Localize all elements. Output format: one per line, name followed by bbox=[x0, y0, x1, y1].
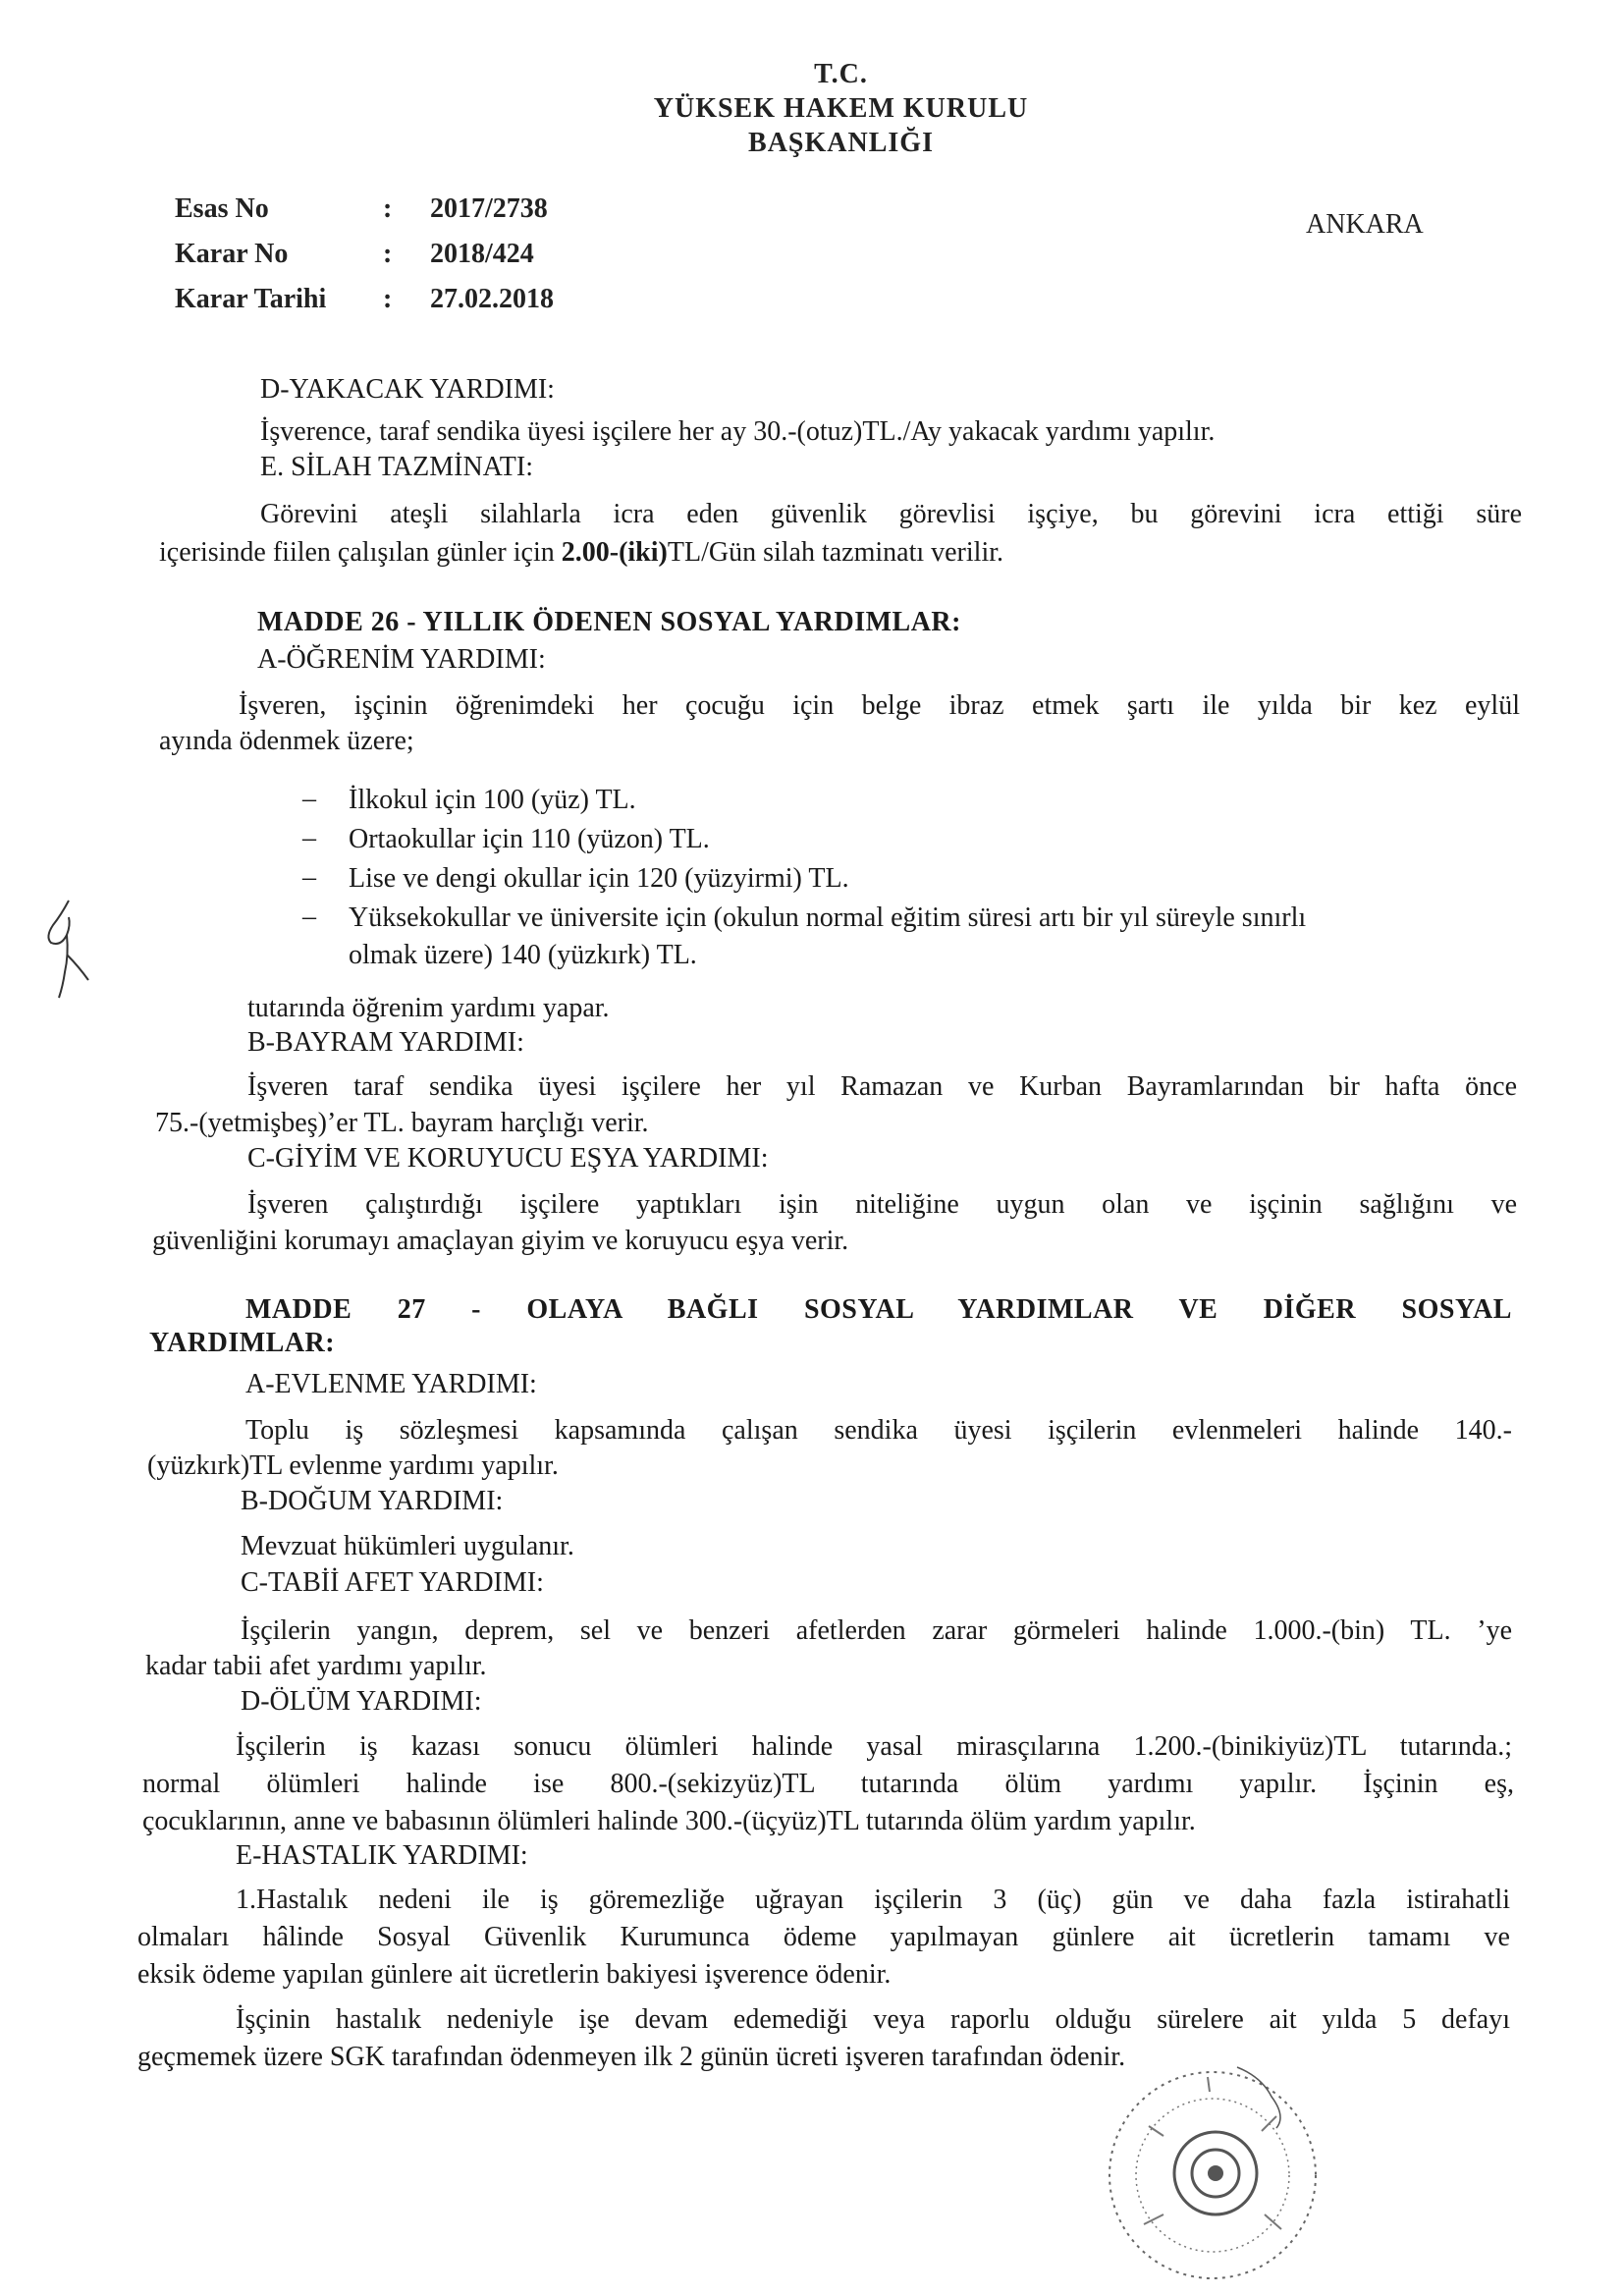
esas-value: 2017/2738 bbox=[430, 193, 548, 224]
tarih-row bbox=[175, 277, 554, 322]
silah-text-2 bbox=[159, 536, 1003, 570]
silah-text-2a: içerisinde fiilen çalışılan günler için bbox=[159, 537, 562, 568]
list-dash: – bbox=[302, 784, 316, 814]
olum-title: D-ÖLÜM YARDIMI: bbox=[241, 1686, 482, 1717]
giyim-text-1: İşveren çalıştırdığı işçilere yaptıkları işin niteliğine uygun olan ve işçinin sağlığını ve bbox=[247, 1189, 1517, 1220]
tarih-value: 27.02.2018 bbox=[430, 284, 554, 314]
evlenme-text-2: (yüzkırk)TL evlenme yardımı yapılır. bbox=[147, 1450, 559, 1481]
afet-text-1: İşçilerin yangın, deprem, sel ve benzeri afetlerden zarar görmeleri halinde 1.000.-(bin) TL. ’ye bbox=[241, 1615, 1512, 1646]
ogrenim-text-3: tutarında öğrenim yardımı yapar. bbox=[247, 993, 610, 1023]
afet-title: C-TABİİ AFET YARDIMI: bbox=[241, 1567, 544, 1598]
hastalik-text-3: eksik ödeme yapılan günlere ait ücretlerin bakiyesi işverence ödenir. bbox=[137, 1959, 892, 1990]
afet-text-2: kadar tabii afet yardımı yapılır. bbox=[145, 1651, 487, 1681]
madde-27-title-cont: YARDIMLAR: bbox=[149, 1328, 336, 1358]
hastalik-text-2: olmaları hâlinde Sosyal Güvenlik Kurumunca ödeme yapılmayan günlere ait ücretlerin tamamı ve bbox=[137, 1922, 1510, 1952]
yakacak-title: D-YAKACAK YARDIMI: bbox=[260, 374, 555, 405]
bayram-title: B-BAYRAM YARDIMI: bbox=[247, 1027, 524, 1058]
olum-text-2: normal ölümleri halinde ise 800.-(sekizyüz)TL tutarında ölüm yardımı yapılır. İşçinin eş, bbox=[142, 1769, 1514, 1799]
esas-colon: : bbox=[383, 193, 393, 224]
evlenme-title: A-EVLENME YARDIMI: bbox=[245, 1369, 537, 1399]
madde-26-title: MADDE 26 - YILLIK ÖDENEN SOSYAL YARDIMLAR: bbox=[257, 607, 961, 637]
ogrenim-text-1: İşveren, işçinin öğrenimdeki her çocuğu için belge ibraz etmek şartı ile yılda bir kez eylül bbox=[239, 690, 1520, 721]
list-item-lise: Lise ve dengi okullar için 120 (yüzyirmi) TL. bbox=[349, 863, 849, 894]
hastalik-text-5: geçmemek üzere SGK tarafından ödenmeyen ilk 2 günün ücreti işveren tarafından ödenir. bbox=[137, 2042, 1126, 2072]
karar-label: Karar No bbox=[175, 239, 289, 269]
olum-text-3: çocuklarının, anne ve babasının ölümleri halinde 300.-(üçyüz)TL tutarında ölüm yardım yapılır. bbox=[142, 1806, 1196, 1836]
giyim-title: C-GİYİM VE KORUYUCU EŞYA YARDIMI: bbox=[247, 1143, 769, 1174]
city: ANKARA bbox=[1306, 209, 1424, 240]
karar-colon: : bbox=[383, 239, 393, 269]
madde-27-title: MADDE 27 - OLAYA BAĞLI SOSYAL YARDIMLAR VE DİĞER SOSYAL bbox=[245, 1294, 1512, 1325]
hastalik-text-4: İşçinin hastalık nedeniyle işe devam edemediği veya raporlu olduğu sürelere ait yılda 5 defayı bbox=[236, 2004, 1510, 2035]
tarih-colon: : bbox=[383, 284, 393, 314]
header-institution: YÜKSEK HAKEM KURULU bbox=[653, 93, 1029, 124]
silah-text-1: Görevini ateşli silahlarla icra eden güvenlik görevlisi işçiye, bu görevini icra ettiği süre bbox=[260, 499, 1522, 529]
silah-text-2c: TL/Gün silah tazminatı verilir. bbox=[667, 537, 1003, 568]
header-tc: T.C. bbox=[814, 59, 868, 89]
hastalik-title: E-HASTALIK YARDIMI: bbox=[236, 1840, 528, 1871]
karar-value: 2018/424 bbox=[430, 239, 534, 269]
header-presidency: BAŞKANLIĞI bbox=[748, 128, 934, 158]
olum-text-1: İşçilerin iş kazası sonucu ölümleri halinde yasal mirasçılarına 1.200.-(binikiyüz)TL tutarında.; bbox=[236, 1731, 1512, 1762]
list-item-ortaokul: Ortaokullar için 110 (yüzon) TL. bbox=[349, 824, 710, 854]
bayram-text-2: 75.-(yetmişbeş)’er TL. bayram harçlığı verir. bbox=[155, 1108, 649, 1138]
list-dash: – bbox=[302, 823, 316, 853]
ogrenim-title: A-ÖĞRENİM YARDIMI: bbox=[257, 644, 546, 675]
ogrenim-text-2: ayında ödenmek üzere; bbox=[159, 726, 414, 756]
official-seal-stamp bbox=[1090, 2057, 1335, 2288]
case-meta bbox=[175, 187, 554, 322]
esas-row bbox=[175, 187, 554, 232]
list-dash: – bbox=[302, 902, 316, 932]
hastalik-text-1: 1.Hastalık nedeni ile iş göremezliğe uğrayan işçilerin 3 (üç) gün ve daha fazla istirahatli bbox=[236, 1885, 1510, 1915]
silah-title: E. SİLAH TAZMİNATI: bbox=[260, 452, 533, 482]
list-item-yuksekokul-cont: olmak üzere) 140 (yüzkırk) TL. bbox=[349, 940, 697, 970]
evlenme-text-1: Toplu iş sözleşmesi kapsamında çalışan sendika üyesi işçilerin evlenmeleri halinde 140.- bbox=[245, 1415, 1512, 1446]
yakacak-text: İşverence, taraf sendika üyesi işçilere her ay 30.-(otuz)TL./Ay yakacak yardımı yapılır. bbox=[260, 416, 1216, 447]
tarih-label: Karar Tarihi bbox=[175, 284, 327, 314]
list-item-yuksekokul: Yüksekokullar ve üniversite için (okulun normal eğitim süresi artı bir yıl süreyle sınırlı bbox=[349, 902, 1307, 933]
list-item-ilkokul: İlkokul için 100 (yüz) TL. bbox=[349, 785, 636, 815]
dogum-text: Mevzuat hükümleri uygulanır. bbox=[241, 1531, 574, 1561]
silah-amount: 2.00-(iki) bbox=[561, 537, 668, 568]
dogum-title: B-DOĞUM YARDIMI: bbox=[241, 1486, 504, 1516]
karar-row bbox=[175, 232, 554, 277]
initial-signature-mark bbox=[39, 896, 98, 1004]
giyim-text-2: güvenliğini korumayı amaçlayan giyim ve koruyucu eşya verir. bbox=[152, 1226, 849, 1256]
list-dash: – bbox=[302, 862, 316, 893]
bayram-text-1: İşveren taraf sendika üyesi işçilere her yıl Ramazan ve Kurban Bayramlarından bir hafta önce bbox=[247, 1071, 1517, 1102]
esas-label: Esas No bbox=[175, 193, 269, 224]
